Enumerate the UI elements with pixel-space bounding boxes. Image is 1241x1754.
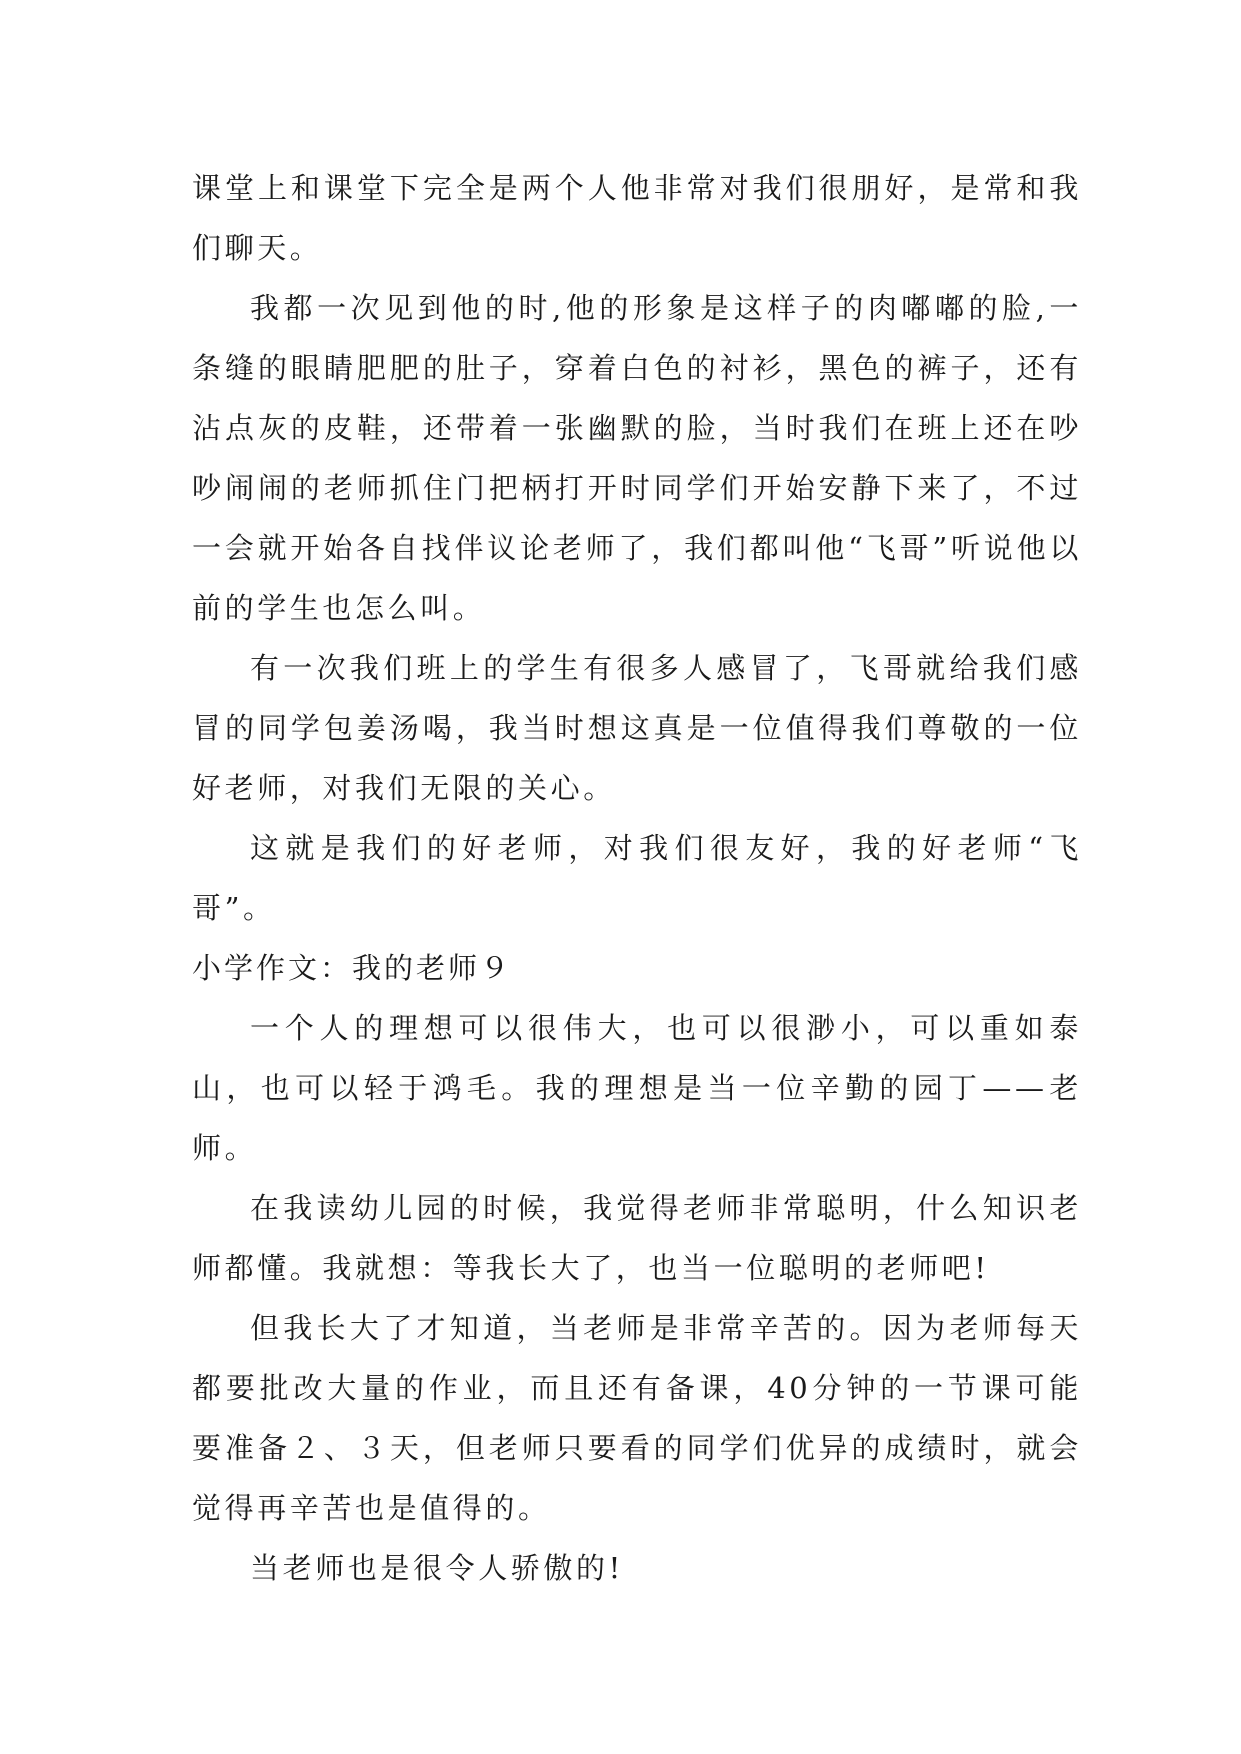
- document-body: [192, 158, 1082, 1598]
- paragraph-conclusion: 这就是我们的好老师，对我们很友好，我的好老师“飞哥”。: [192, 831, 1082, 925]
- paragraph-ginger-soup: 有一次我们班上的学生有很多人感冒了，飞哥就给我们感冒的同学包姜汤喝，我当时想这真是一位值得我们尊敬的一位好老师，对我们无限的关心。: [192, 651, 1082, 805]
- paragraph-first-impression: 我都一次见到他的时,他的形象是这样子的肉嘟嘟的脸,一条缝的眼睛肥肥的肚子，穿着白色的衬衫，黑色的裤子，还有沾点灰的皮鞋，还带着一张幽默的脸，当时我们在班上还在吵吵闹闹的老师抓住门把柄打开时同学们开始安静下来了，不过一会就开始各自找伴议论老师了，我们都叫他“飞哥”听说他以前的学生也怎么叫。: [192, 291, 1082, 625]
- paragraph-pride: 当老师也是很令人骄傲的!: [250, 1551, 624, 1585]
- paragraph-continued: 课堂上和课堂下完全是两个人他非常对我们很朋好，是常和我们聊天。: [192, 171, 1082, 265]
- paragraph-ideal: 一个人的理想可以很伟大，也可以很渺小，可以重如泰山，也可以轻于鸿毛。我的理想是当一位辛勤的园丁——老师。: [192, 1011, 1082, 1165]
- essay-title: 小学作文：我的老师９: [192, 951, 513, 985]
- paragraph-kindergarten: 在我读幼儿园的时候，我觉得老师非常聪明，什么知识老师都懂。我就想：等我长大了，也当一位聪明的老师吧!: [192, 1191, 1082, 1285]
- paragraph-hard-work: 但我长大了才知道，当老师是非常辛苦的。因为老师每天都要批改大量的作业，而且还有备课，40分钟的一节课可能要准备２、３天，但老师只要看的同学们优异的成绩时，就会觉得再辛苦也是值得的。: [192, 1311, 1082, 1525]
